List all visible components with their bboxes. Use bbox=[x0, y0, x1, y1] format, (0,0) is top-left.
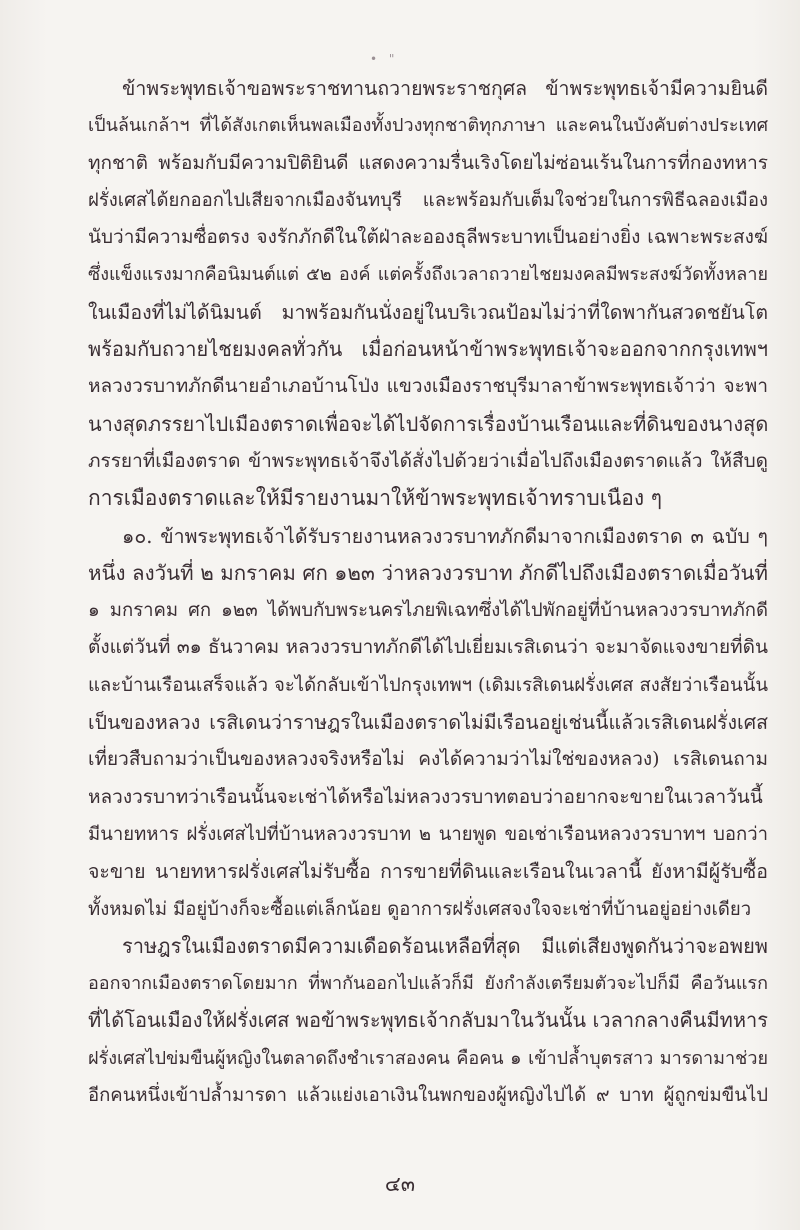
text-line: เป็นล้นเกล้าฯ ที่ได้สังเกตเห็นพลเมืองทั้งปวงทุกชาติทุกภาษา และคนในบังคับต่างประเทศ bbox=[88, 115, 768, 137]
text-line: ออกจากเมืองตราดโดยมาก ที่พากันออกไปแล้วก็มี ยังกำลังเตรียมตัวจะไปก็มี คือวันแรก bbox=[88, 973, 768, 995]
body-text bbox=[88, 70, 768, 1114]
text-line: นับว่ามีความซื่อตรง จงรักภักดีในใต้ฝ่าละอองธุลีพระบาทเป็นอย่างยิ่ง เฉพาะพระสงฆ์ bbox=[88, 226, 768, 249]
text-line: จะขาย นายทหารฝรั่งเศสไม่รับซื้อ การขายที่ดินและเรือนในเวลานี้ ยังหามีผู้รับซื้อ bbox=[88, 860, 768, 884]
text-line: การเมืองตราดและให้มีรายงานมาให้ข้าพระพุทธเจ้าทราบเนือง ๆ bbox=[88, 486, 663, 511]
text-line: หลวงวรบาทภักดีนายอำเภอบ้านโป่ง แขวงเมืองราชบุรีมาลาข้าพระพุทธเจ้าว่า จะพา bbox=[88, 375, 768, 398]
text-line: ที่ได้โอนเมืองให้ฝรั่งเศส พอข้าพระพุทธเจ้ากลับมาในวันนั้น เวลากลางคืนมีทหาร bbox=[88, 1008, 768, 1033]
text-line: พร้อมกับถวายไชยมงคลทั่วกัน เมื่อก่อนหน้าข้าพระพุทธเจ้าจะออกจากกรุงเทพฯ bbox=[88, 337, 768, 362]
text-line: หนึ่ง ลงวันที่ ๒ มกราคม ศก ๑๒๓ ว่าหลวงวรบาท ภักดีไปถึงเมืองตราดเมื่อวันที่ bbox=[88, 560, 768, 585]
text-line: ฝรั่งเศสได้ยกออกไปเสียจากเมืองจันทบุรี และพร้อมกับเต็มใจช่วยในการพิธีฉลองเมือง bbox=[88, 189, 768, 211]
text-line: ในเมืองที่ไม่ได้นิมนต์ มาพร้อมกันนั่งอยู่ในบริเวณป้อมไม่ว่าที่ใดพากันสวดชยันโต bbox=[88, 300, 768, 324]
text-line: ๑ มกราคม ศก ๑๒๓ ได้พบกับพระนครไภยพิเฉทซึ่งได้ไปพักอยู่ที่บ้านหลวงวรบาทภักดี bbox=[88, 600, 768, 622]
text-line: ซึ่งแข็งแรงมากคือนิมนต์แต่ ๕๒ องค์ แต่ครั้งถึงเวลาถวายไชยมงคลมีพระสงฆ์วัดทั้งหลาย bbox=[88, 264, 768, 286]
text-line: ราษฎรในเมืองตราดมีความเดือดร้อนเหลือที่สุด มีแต่เสียงพูดกันว่าจะอพยพ bbox=[122, 933, 768, 958]
page-top-mark: • " bbox=[370, 52, 399, 66]
text-line: ๑๐. ข้าพระพุทธเจ้าได้รับรายงานหลวงวรบาทภักดีมาจากเมืองตราด ๓ ฉบับ ๆ bbox=[122, 524, 768, 548]
text-line: เป็นของหลวง เรสิเดนว่าราษฎรในเมืองตราดไม่มีเรือนอยู่เช่นนี้แล้วเรสิเดนฝรั่งเศส bbox=[88, 711, 768, 735]
text-line: ฝรั่งเศสไปข่มขืนผู้หญิงในตลาดถึงชำเราสองคน คือคน ๑ เข้าปล้ำบุตรสาว มารดามาช่วย bbox=[88, 1047, 768, 1069]
text-line: ตั้งแต่วันที่ ๓๑ ธันวาคม หลวงวรบาทภักดีได้ไปเยี่ยมเรสิเดนว่า จะมาจัดแจงขายที่ดิน bbox=[88, 636, 768, 659]
text-line: ทุกชาติ พร้อมกับมีความปิติยินดี แสดงความรื่นเริงโดยไม่ซ่อนเร้นในการที่กองทหาร bbox=[88, 151, 768, 174]
text-line: และบ้านเรือนเสร็จแล้ว จะได้กลับเข้าไปกรุงเทพฯ (เดิมเรสิเดนฝรั่งเศส สงสัยว่าเรือนนั้น bbox=[88, 674, 768, 696]
text-line: ทั้งหมดไม่ มีอยู่บ้างก็จะซื้อแต่เล็กน้อย ดูอาการฝรั่งเศสจงใจจะเช่าที่บ้านอยู่อย่างเดียว bbox=[88, 898, 752, 920]
text-line: มีนายทหาร ฝรั่งเศสไปที่บ้านหลวงวรบาท ๒ นายพูด ขอเช่าเรือนหลวงวรบาทฯ บอกว่า bbox=[88, 823, 768, 845]
text-line: เที่ยวสืบถามว่าเป็นของหลวงจริงหรือไม่ คงได้ความว่าไม่ใช่ของหลวง) เรสิเดนถาม bbox=[88, 748, 768, 771]
text-line: นางสุดภรรยาไปเมืองตราดเพื่อจะได้ไปจัดการเรื่องบ้านเรือนและที่ดินของนางสุด bbox=[88, 411, 768, 436]
text-line: อีกคนหนึ่งเข้าปล้ำมารดา แล้วแย่งเอาเงินในพกของผู้หญิงไปได้ ๙ บาท ผู้ถูกข่มขืนไป bbox=[88, 1085, 768, 1107]
text-line: หลวงวรบาทว่าเรือนนั้นจะเช่าได้หรือไม่หลวงวรบาทตอบว่าอยากจะขายในเวลาวันนี้ bbox=[88, 785, 763, 808]
text-line: ภรรยาที่เมืองตราด ข้าพระพุทธเจ้าจึงได้สั่งไปด้วยว่าเมื่อไปถึงเมืองตราดแล้ว ให้สืบดู bbox=[88, 449, 768, 472]
text-line: ข้าพระพุทธเจ้าขอพระราชทานถวายพระราชกุศล ข้าพระพุทธเจ้ามีความยินดี bbox=[122, 77, 768, 100]
page-number: ๔๓ bbox=[384, 1172, 416, 1196]
